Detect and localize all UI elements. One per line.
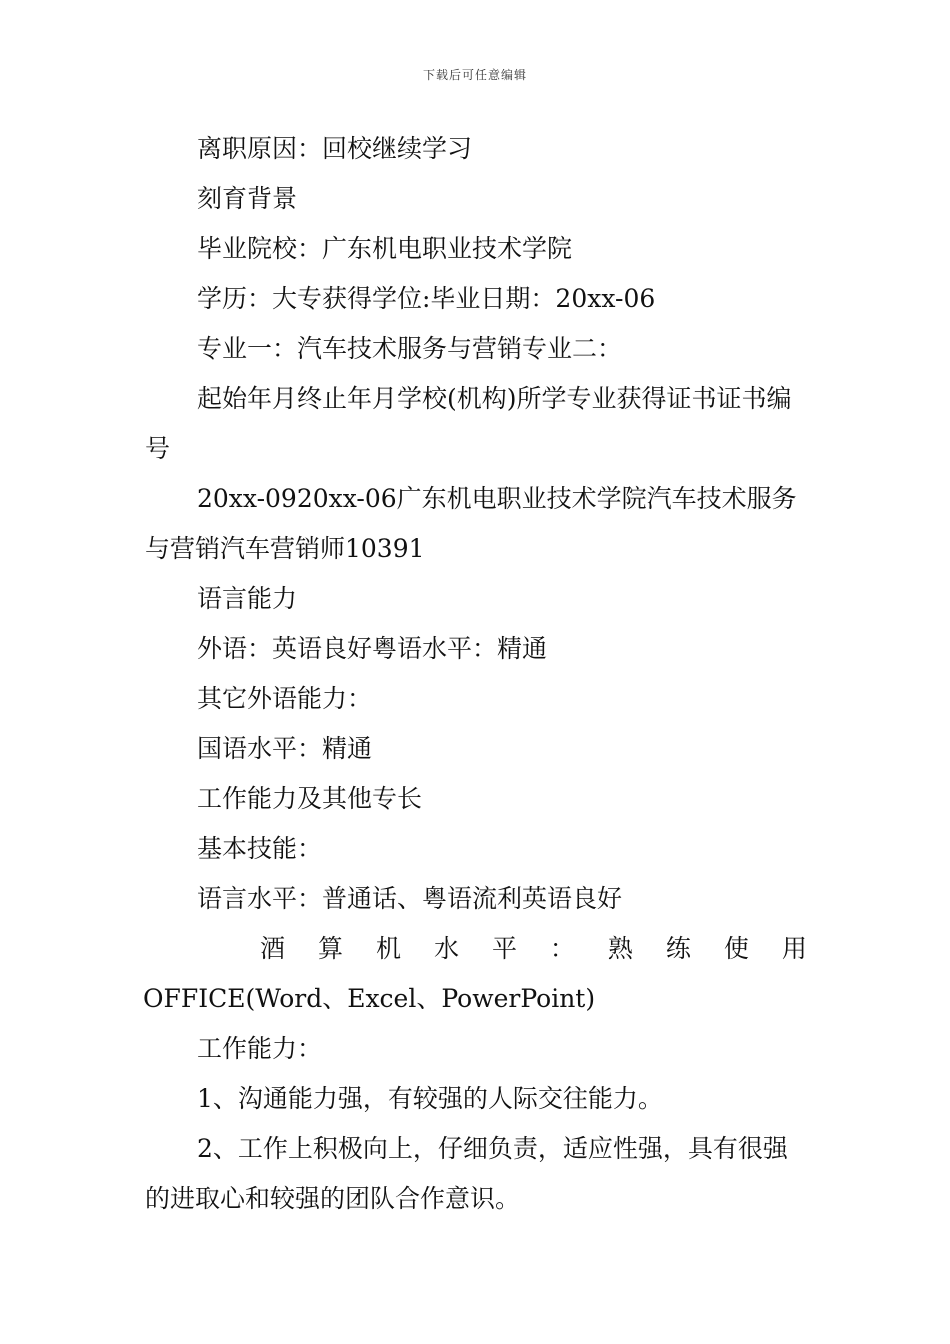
section-heading-work-ability: 工作能力及其他专长 <box>197 784 423 813</box>
computer-skill-char: 酒 <box>260 934 286 963</box>
paragraph-cert-header: 起始年月终止年月学校(机构)所学专业获得证书证书编号 <box>145 384 792 463</box>
computer-skill-char: 水 <box>433 934 459 963</box>
section-heading-abilities: 工作能力： <box>197 1034 323 1063</box>
paragraph-mandarin: 国语水平：精通 <box>197 734 373 763</box>
computer-skill-char: ： <box>549 934 575 963</box>
paragraph-leave-reason: 离职原因：回校继续学习 <box>197 134 473 163</box>
section-heading-language: 语言能力 <box>197 584 298 613</box>
section-heading-education: 刻育背景 <box>197 184 298 213</box>
computer-skill-tail: OFFICE(Word、Excel、PowerPoint) <box>143 984 596 1013</box>
ability-item-2: 2、工作上积极向上，仔细负责，适应性强，具有很强的进取心和较强的团队合作意识。 <box>145 1134 788 1213</box>
paragraph-basic-skills: 基本技能： <box>197 834 323 863</box>
computer-skill-char: 用 <box>781 934 807 963</box>
paragraph-school: 毕业院校：广东机电职业技术学院 <box>197 234 573 263</box>
computer-skill-line <box>145 924 807 974</box>
paragraph-language-level: 语言水平：普通话、粤语流利英语良好 <box>197 884 623 913</box>
paragraph-other-language: 其它外语能力： <box>197 684 373 713</box>
document-body <box>145 124 807 1224</box>
paragraph-degree: 学历：大专获得学位:毕业日期：20xx-06 <box>197 284 656 313</box>
header-note: 下载后可任意编辑 <box>422 68 527 82</box>
computer-skill-char: 平 <box>491 934 517 963</box>
computer-skill-char: 熟 <box>607 934 633 963</box>
computer-skill-char: 使 <box>723 934 749 963</box>
computer-skill-char: 练 <box>665 934 691 963</box>
ability-item-1: 1、沟通能力强，有较强的人际交往能力。 <box>197 1084 663 1113</box>
paragraph-cert-row: 20xx-0920xx-06广东机电职业技术学院汽车技术服务与营销汽车营销师10391 <box>145 484 797 563</box>
computer-skill-char: 机 <box>375 934 401 963</box>
paragraph-major: 专业一：汽车技术服务与营销专业二： <box>197 334 623 363</box>
computer-skill-char: 算 <box>317 934 343 963</box>
paragraph-foreign-language: 外语：英语良好粤语水平：精通 <box>197 634 548 663</box>
